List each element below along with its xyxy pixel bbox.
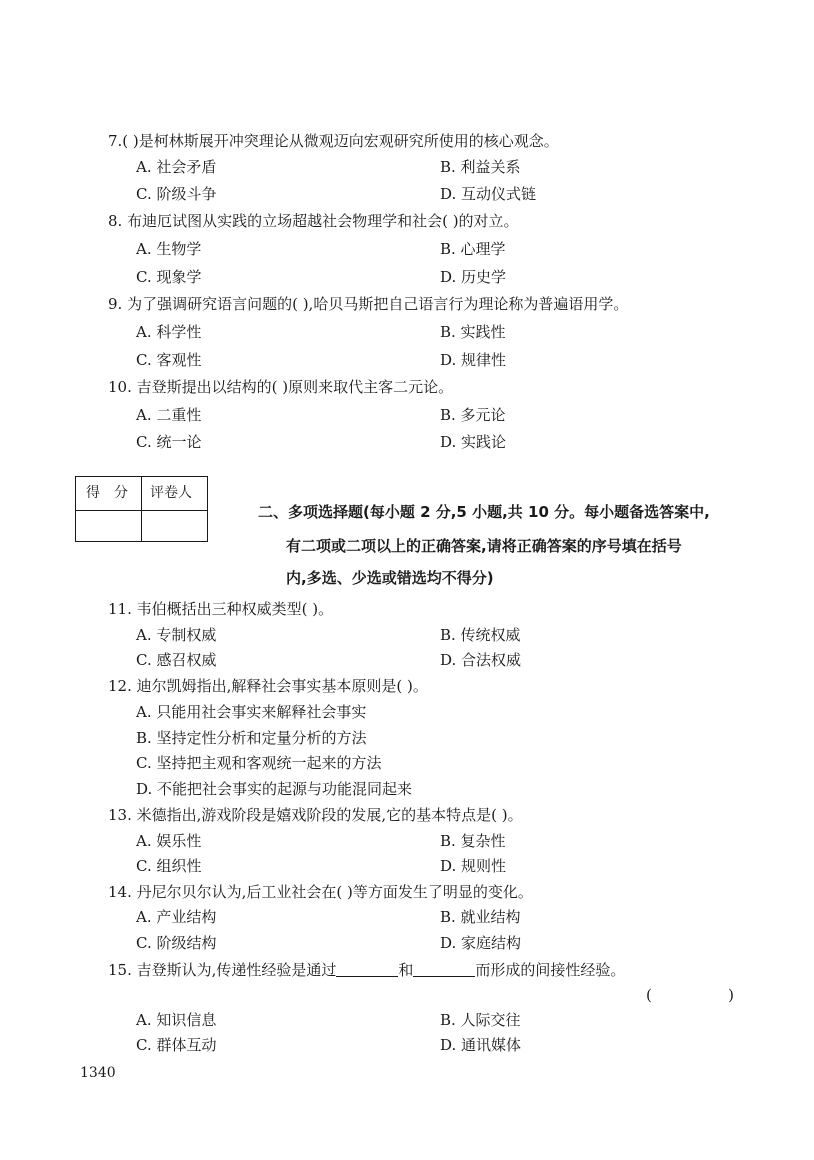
section-2-instructions-line-2: 有二项或二项以上的正确答案,请将正确答案的序号填在括号 [286,537,682,555]
question-7-option-a: A. 社会矛盾 [136,158,217,176]
question-12-option-a: A. 只能用社会事实来解释社会事实 [136,703,367,721]
question-9-stem: 9. 为了强调研究语言问题的( ),哈贝马斯把自己语言行为理论称为普遍语用学。 [108,295,629,313]
question-14-option-a: A. 产业结构 [136,908,217,926]
question-15-blank-2[interactable] [413,962,475,977]
question-11-option-c: C. 感召权威 [136,651,217,669]
question-10-option-b: B. 多元论 [440,406,506,424]
question-14-stem: 14. 丹尼尔贝尔认为,后工业社会在( )等方面发生了明显的变化。 [108,883,533,901]
question-7-option-c: C. 阶级斗争 [136,185,217,203]
question-13-stem: 13. 米德指出,游戏阶段是嬉戏阶段的发展,它的基本特点是( )。 [108,806,523,824]
question-15-option-b: B. 人际交往 [440,1011,521,1029]
question-9-option-b: B. 实践性 [440,323,506,341]
question-8-stem: 8. 布迪厄试图从实践的立场超越社会物理学和社会( )的对立。 [108,212,519,230]
grader-label: 评卷人 [150,485,192,501]
question-13-option-a: A. 娱乐性 [136,832,202,850]
question-14-option-d: D. 家庭结构 [440,934,522,952]
question-15-option-a: A. 知识信息 [136,1011,217,1029]
page-number: 1340 [80,1065,116,1081]
question-10-option-d: D. 实践论 [440,433,507,451]
question-12-option-c: C. 坚持把主观和客观统一起来的方法 [136,754,382,772]
question-14-option-b: B. 就业结构 [440,908,521,926]
question-12-option-d: D. 不能把社会事实的起源与功能混同起来 [136,780,413,798]
question-7-option-d: D. 互动仪式链 [440,185,537,203]
question-7-stem: 7.( )是柯林斯展开冲突理论从微观迈向宏观研究所使用的核心观念。 [108,132,559,150]
question-15-stem [108,962,625,978]
question-11-option-a: A. 专制权威 [136,626,217,644]
score-input-cell[interactable] [76,511,140,541]
question-15-stem-part-2: 和 [398,961,414,979]
section-2-instructions-line-3: 内,多选、少选或错选均不得分) [286,569,494,587]
question-8-option-d: D. 历史学 [440,268,507,286]
question-13-option-b: B. 复杂性 [440,832,506,850]
question-10-option-a: A. 二重性 [136,406,202,424]
question-8-option-b: B. 心理学 [440,240,506,258]
question-13-option-d: D. 规则性 [440,857,507,875]
question-9-option-c: C. 客观性 [136,351,202,369]
question-15-option-c: C. 群体互动 [136,1036,217,1054]
score-label: 得 分 [86,485,128,501]
question-13-option-c: C. 组织性 [136,857,202,875]
score-box [75,476,208,542]
question-12-option-b: B. 坚持定性分析和定量分析的方法 [136,729,367,747]
question-9-option-d: D. 规律性 [440,351,507,369]
grader-input-cell[interactable] [143,511,207,541]
question-11-stem: 11. 韦伯概括出三种权威类型( )。 [108,600,334,618]
question-10-option-c: C. 统一论 [136,433,202,451]
question-10-stem: 10. 吉登斯提出以结构的( )原则来取代主客二元论。 [108,378,454,396]
question-8-option-c: C. 现象学 [136,268,202,286]
question-15-stem-part-3: 而形成的间接性经验。 [475,961,626,979]
question-12-stem: 12. 迪尔凯姆指出,解释社会事实基本原则是( )。 [108,677,428,695]
score-box-divider-vertical [141,477,142,541]
section-2-instructions-line-1: 二、多项选择题(每小题 2 分,5 小题,共 10 分。每小题备选答案中, [258,503,710,521]
question-8-option-a: A. 生物学 [136,240,202,258]
question-7-option-b: B. 利益关系 [440,158,521,176]
question-11-option-d: D. 合法权威 [440,651,522,669]
question-15-stem-part-1: 15. 吉登斯认为,传递性经验是通过 [108,961,337,979]
question-9-option-a: A. 科学性 [136,323,202,341]
question-11-option-b: B. 传统权威 [440,626,521,644]
question-14-option-c: C. 阶级结构 [136,934,217,952]
question-15-answer-paren: ( ) [646,986,734,1004]
question-15-blank-1[interactable] [336,962,398,977]
question-15-option-d: D. 通讯媒体 [440,1036,522,1054]
